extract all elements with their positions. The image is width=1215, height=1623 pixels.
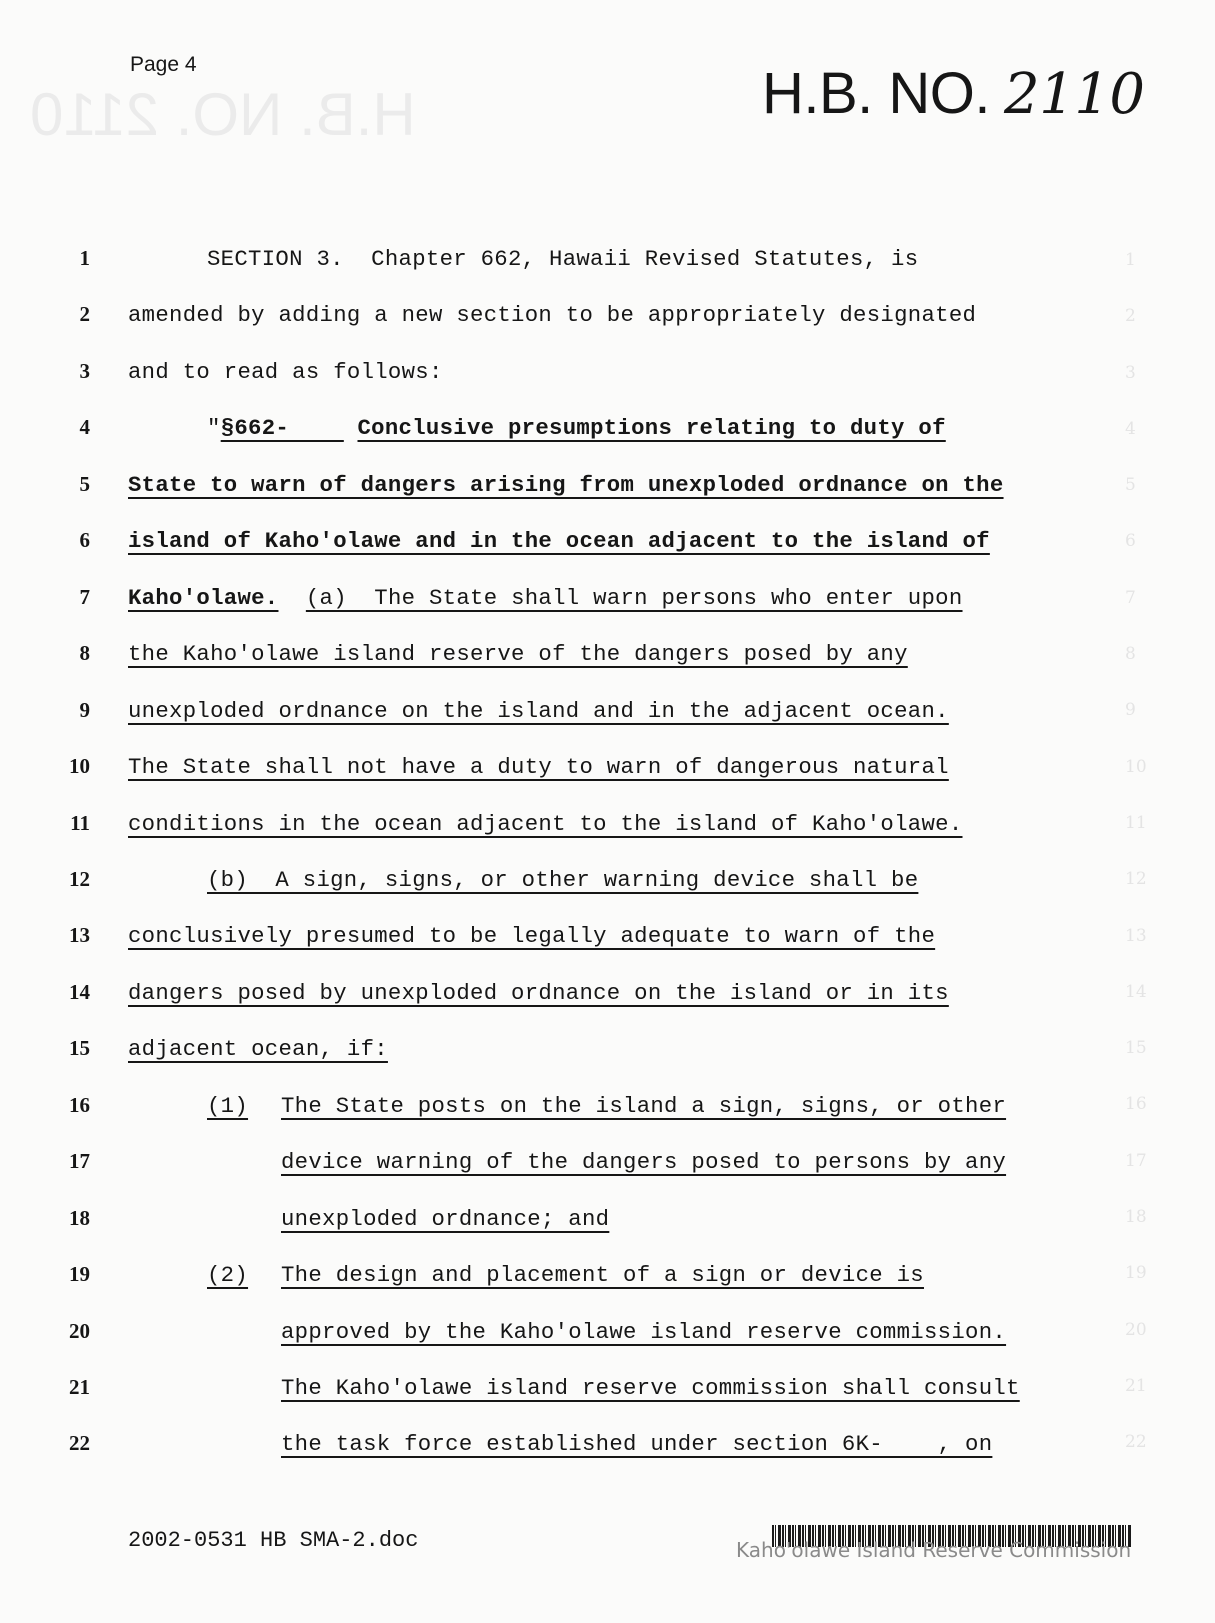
line-text: [281, 1149, 1006, 1175]
line-number: 12: [69, 866, 90, 891]
line-text: [128, 923, 935, 949]
line-number: 8: [79, 641, 90, 666]
line-number: 10: [69, 754, 90, 779]
bill-line: [0, 1030, 1215, 1070]
line-segment: conditions in the ocean adjacent to the island of Kaho'olawe.: [128, 810, 963, 837]
line-number: 6: [79, 528, 90, 553]
line-segment: adjacent ocean, if:: [128, 1036, 388, 1063]
line-number: 5: [79, 471, 90, 496]
line-number: 20: [69, 1318, 90, 1343]
line-text: [207, 867, 918, 893]
line-text: [128, 754, 949, 780]
line-segment: conclusively presumed to be legally adequate to warn of the: [128, 923, 936, 950]
line-text: [128, 585, 963, 611]
line-segment: island of Kaho'olawe and in the ocean adjacent to the island of: [128, 528, 990, 555]
bill-line: [0, 466, 1215, 506]
line-segment: amended by adding a new section to be appropriately designated: [128, 302, 977, 329]
line-segment: (b) A sign, signs, or other warning device shall be: [207, 866, 919, 893]
line-segment: [278, 585, 305, 611]
line-text: [128, 302, 976, 328]
line-number: 13: [69, 923, 90, 948]
line-segment: (2): [207, 1262, 249, 1289]
watermark: Kaho'olawe Island Reserve Commission: [736, 1538, 1132, 1562]
line-segment: ": [207, 415, 221, 442]
line-number: 14: [69, 979, 90, 1004]
line-text: [207, 246, 918, 272]
line-segment: and to read as follows:: [128, 358, 443, 385]
line-segment: State to warn of dangers arising from unexploded ordnance on the: [128, 471, 1004, 498]
line-text: [281, 1375, 1020, 1401]
document-id: 2002-0531 HB SMA-2.doc: [128, 1528, 419, 1553]
line-number: 1: [79, 246, 90, 270]
bill-line: [0, 1256, 1215, 1296]
line-segment: §662-: [220, 415, 344, 442]
bill-line: [0, 748, 1215, 788]
line-text: [207, 1093, 248, 1119]
line-text: [128, 528, 990, 554]
line-text: [281, 1431, 992, 1457]
bill-line: [0, 917, 1215, 957]
line-text: [128, 359, 443, 385]
bill-line: [0, 296, 1215, 336]
line-number: 7: [79, 584, 90, 609]
line-text: [281, 1206, 609, 1232]
line-text: [281, 1319, 1006, 1345]
bill-line: [0, 974, 1215, 1014]
line-text: [128, 811, 963, 837]
bill-line: [0, 1425, 1215, 1465]
page-label: Page 4: [130, 53, 197, 76]
bill-line: [0, 692, 1215, 732]
line-text: [128, 698, 949, 724]
bill-line: [0, 409, 1215, 449]
bill-line: [0, 1369, 1215, 1409]
line-segment: The State posts on the island a sign, signs, or other: [281, 1092, 1007, 1119]
line-segment: the task force established under section 6K- , on: [281, 1431, 993, 1458]
line-segment: approved by the Kaho'olawe island reserve commission.: [281, 1318, 1007, 1345]
line-segment: [344, 415, 358, 441]
bill-line: [0, 240, 1215, 280]
line-text: [128, 641, 908, 667]
line-number: 4: [79, 415, 90, 440]
bill-line: [0, 579, 1215, 619]
line-segment: (a) The State shall warn persons who enter upon: [305, 584, 963, 611]
line-number: 16: [69, 1092, 90, 1117]
line-item-text: [281, 1262, 924, 1288]
bill-line: [0, 861, 1215, 901]
line-segment: The design and placement of a sign or device is: [281, 1262, 924, 1289]
line-segment: unexploded ordnance; and: [281, 1205, 610, 1232]
line-text: [207, 1262, 248, 1288]
line-number: 2: [79, 302, 90, 327]
bill-line: [0, 522, 1215, 562]
line-segment: The Kaho'olawe island reserve commission shall consult: [281, 1375, 1020, 1401]
bill-title-text: H.B. NO.: [762, 61, 991, 126]
bill-line: [0, 353, 1215, 393]
line-number: 3: [79, 358, 90, 383]
line-number: 9: [79, 697, 90, 722]
line-segment: the Kaho'olawe island reserve of the dangers posed by any: [128, 641, 908, 668]
line-segment: SECTION 3. Chapter 662, Hawaii Revised Statutes, is: [207, 246, 919, 272]
bill-line: [0, 1087, 1215, 1127]
line-segment: Conclusive presumptions relating to duty of: [357, 415, 946, 442]
bill-line: [0, 1143, 1215, 1183]
line-text: [128, 472, 1004, 498]
line-text: [207, 415, 946, 441]
line-segment: (1): [207, 1092, 249, 1119]
line-number: 19: [69, 1262, 90, 1287]
line-number: 17: [69, 1149, 90, 1174]
bill-title: [762, 60, 1145, 127]
line-segment: dangers posed by unexploded ordnance on the island or in its: [128, 979, 949, 1006]
line-number: 15: [69, 1036, 90, 1061]
bill-line: [0, 1200, 1215, 1240]
line-item-text: [281, 1093, 1006, 1119]
line-number: 21: [69, 1375, 90, 1399]
line-number: 18: [69, 1205, 90, 1230]
bleed-through-line-numbers: 1 2 3 4 5 6 7 8 9 10 11 12 13 14 15 16 17 18 19 20 21 22: [1125, 250, 1147, 1453]
line-segment: device warning of the dangers posed to persons by any: [281, 1149, 1007, 1176]
bill-line: [0, 805, 1215, 845]
line-text: [128, 980, 949, 1006]
line-segment: The State shall not have a duty to warn of dangerous natural: [128, 754, 949, 781]
line-text: [128, 1036, 388, 1062]
bill-line: [0, 1313, 1215, 1353]
line-number: 22: [69, 1431, 90, 1456]
bill-number: 2110: [1004, 62, 1145, 127]
bill-line: [0, 635, 1215, 675]
line-segment: unexploded ordnance on the island and in the adjacent ocean.: [128, 697, 949, 724]
bleed-through-title: H.B. NO. 2110: [30, 81, 416, 148]
line-number: 11: [70, 810, 90, 835]
line-segment: Kaho'olawe.: [128, 584, 279, 611]
